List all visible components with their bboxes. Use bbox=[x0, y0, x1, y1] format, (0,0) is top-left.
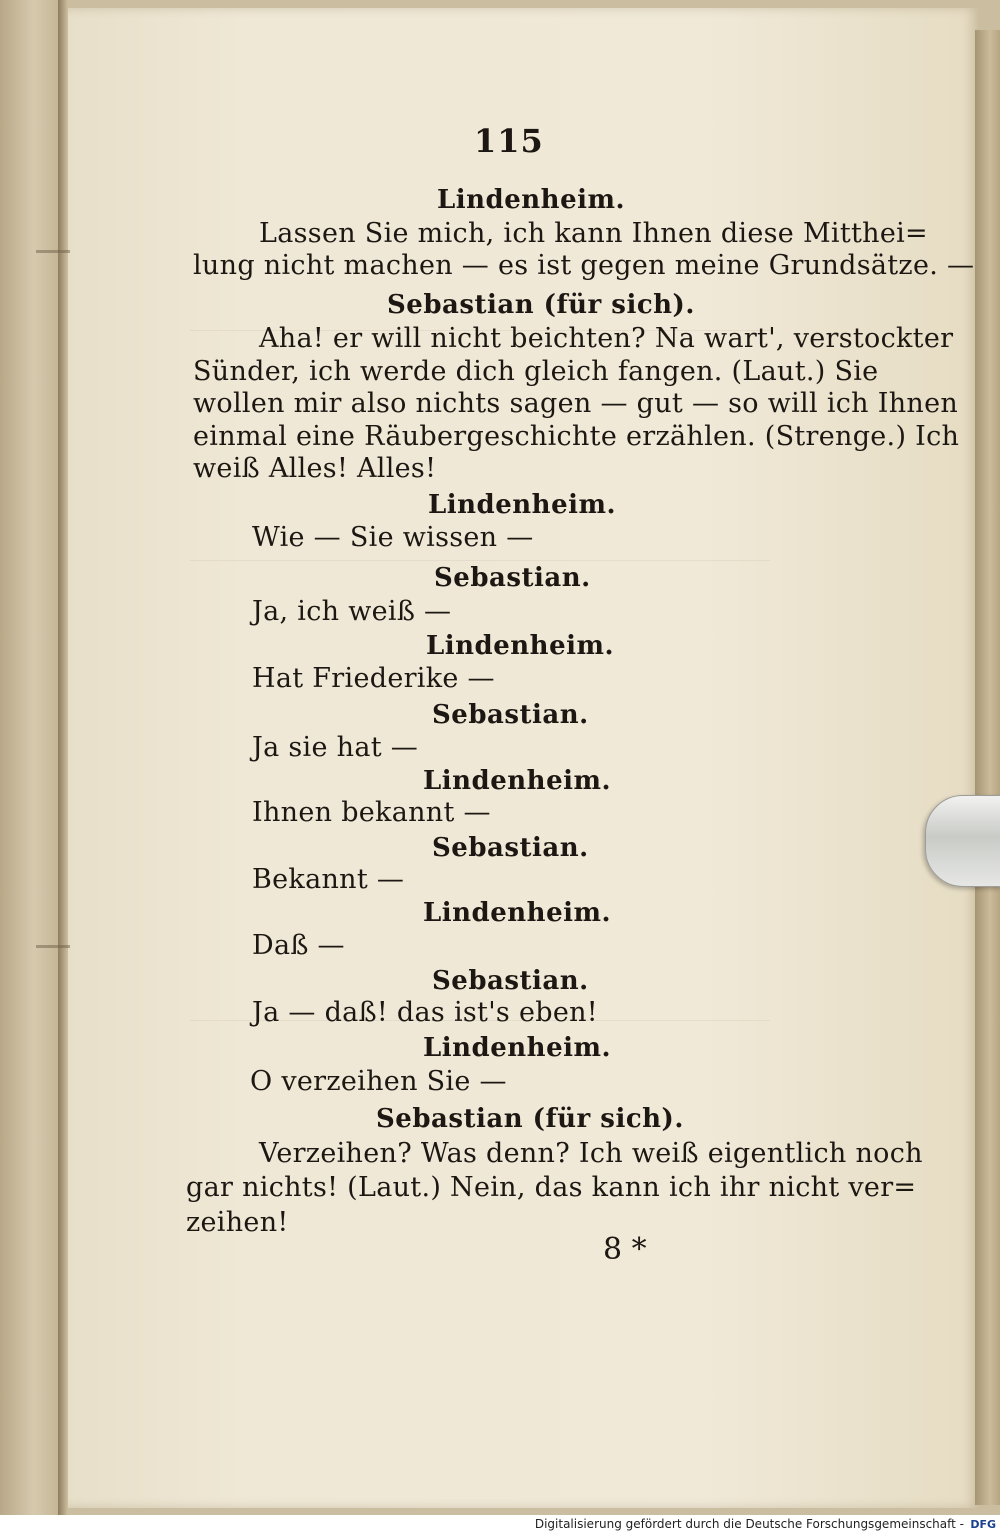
scanner-clip bbox=[925, 795, 1000, 887]
dialogue-line: Aha! er will nicht beichten? Na wart', verstockter bbox=[259, 323, 954, 354]
dialogue-line: Ja, ich weiß — bbox=[252, 596, 452, 627]
dialogue-line: Ihnen bekannt — bbox=[252, 797, 491, 828]
speaker-name: Sebastian. bbox=[432, 833, 589, 863]
dialogue-line: wollen mir also nichts sagen — gut — so will ich Ihnen bbox=[193, 388, 959, 419]
speaker-name: Sebastian. bbox=[434, 563, 591, 593]
dialogue-line: einmal eine Räubergeschichte erzählen. (Strenge.) Ich bbox=[193, 421, 960, 452]
dialogue-line: zeihen! bbox=[186, 1207, 289, 1238]
speaker-name: Lindenheim. bbox=[437, 185, 626, 215]
binding-stitch bbox=[36, 250, 70, 253]
page-number: 115 bbox=[474, 122, 544, 160]
dialogue-line: gar nichts! (Laut.) Nein, das kann ich ihr nicht ver= bbox=[186, 1172, 917, 1203]
dialogue-line: Daß — bbox=[252, 930, 345, 961]
page-stack-edge bbox=[975, 30, 1000, 1505]
dialogue-line: Sünder, ich werde dich gleich fangen. (Laut.) Sie bbox=[193, 356, 879, 387]
book-gutter bbox=[58, 0, 68, 1515]
dialogue-line: Hat Friederike — bbox=[252, 663, 495, 694]
speaker-name: Lindenheim. bbox=[426, 631, 615, 661]
dialogue-line: lung nicht machen — es ist gegen meine Grundsätze. — bbox=[193, 250, 975, 281]
dialogue-line: Wie — Sie wissen — bbox=[252, 522, 534, 553]
dialogue-line: Ja — daß! das ist's eben! bbox=[252, 997, 598, 1028]
signature-mark: 8 * bbox=[603, 1232, 647, 1267]
dfg-logo: DFG bbox=[970, 1518, 996, 1531]
dialogue-line: Lassen Sie mich, ich kann Ihnen diese Mitthei= bbox=[259, 218, 928, 249]
dialogue-line: weiß Alles! Alles! bbox=[193, 453, 437, 484]
speaker-name: Sebastian (für sich). bbox=[376, 1104, 684, 1134]
footer-bar bbox=[0, 1515, 1000, 1535]
dialogue-line: Verzeihen? Was denn? Ich weiß eigentlich noch bbox=[259, 1138, 923, 1169]
dialogue-line: O verzeihen Sie — bbox=[250, 1066, 507, 1097]
speaker-name: Lindenheim. bbox=[423, 898, 612, 928]
footer-credit: Digitalisierung gefördert durch die Deutsche Forschungsgemeinschaft - bbox=[534, 1517, 964, 1531]
binding-stitch bbox=[36, 945, 70, 948]
speaker-name: Sebastian (für sich). bbox=[387, 290, 695, 320]
speaker-name: Sebastian. bbox=[432, 966, 589, 996]
speaker-name: Lindenheim. bbox=[423, 1033, 612, 1063]
facing-page-edge bbox=[0, 0, 62, 1515]
speaker-name: Lindenheim. bbox=[428, 490, 617, 520]
dialogue-line: Ja sie hat — bbox=[252, 732, 419, 763]
speaker-name: Lindenheim. bbox=[423, 766, 612, 796]
speaker-name: Sebastian. bbox=[432, 700, 589, 730]
dialogue-line: Bekannt — bbox=[252, 864, 405, 895]
